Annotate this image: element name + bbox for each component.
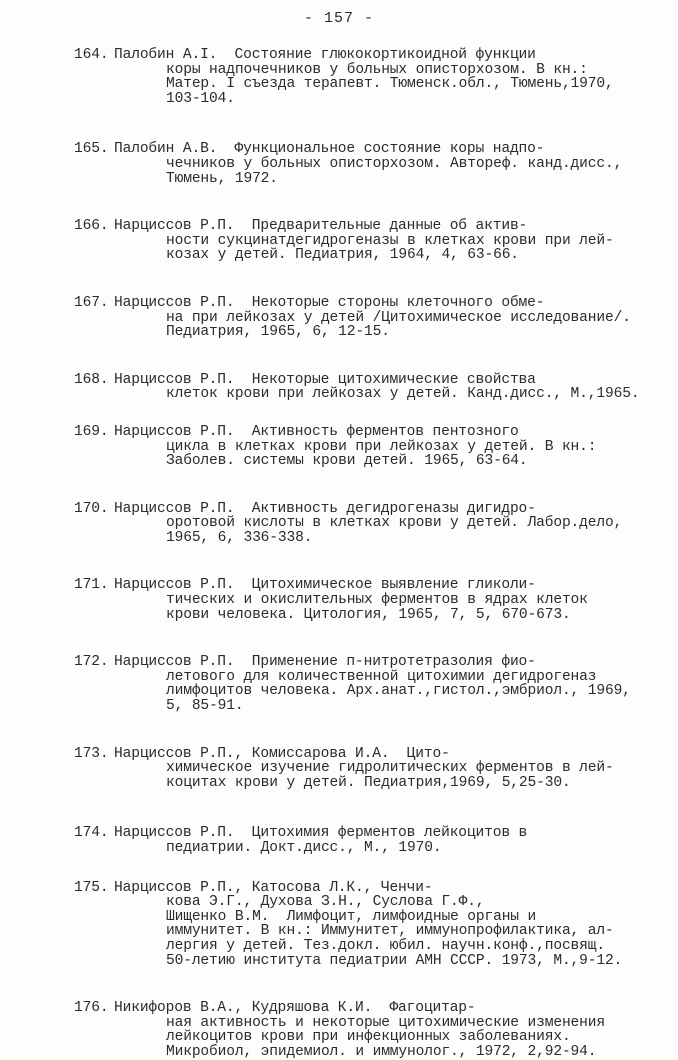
entry-text-line: 103-104. [166,90,235,107]
entry-text-line: тических и окислительных ферментов в ядрах клеток [166,592,588,609]
bibliography-entry [0,881,678,969]
entry-text-line: 5, 85-91. [166,698,244,715]
entry-text-line: оротовой кислоты в клетках крови у детей. Лабор.дело, [166,515,623,532]
entry-text-line: лергия у детей. Тез.докл. юбил. научн.конф.,посвящ. [166,937,605,954]
entry-text-line: коцитах крови у детей. Педиатрия,1969, 5,25-30. [166,774,571,791]
entry-text-line: педиатрии. Докт.дисс., М., 1970. [166,840,442,856]
entry-number: 164. [74,47,109,63]
entry-number: 175. [74,879,109,896]
bibliography-entry [0,296,678,340]
entry-author-line: Нарциссов Р.П. Некоторые стороны клеточного обме- [114,294,545,311]
entry-author-line: Нарциссов Р.П. Активность дегидрогеназы дигидро- [114,500,536,517]
entry-number: 174. [74,825,109,842]
bibliography-entry [0,373,678,402]
entry-author-line: Нарциссов Р.П. Предварительные данные об актив- [114,218,528,235]
entry-text-line: летового для количественной цитохимии дегидрогеназ [166,668,597,685]
entry-number: 167. [74,294,109,311]
entry-text-line: иммунитет. В кн.: Иммунитет, иммунопрофилактика, ал- [166,923,614,940]
bibliography-entry [0,502,678,546]
bibliography-entry [0,655,678,713]
entry-text-line: лейкоцитов крови при инфекционных заболеваниях. [166,1029,571,1046]
entry-number: 169. [74,423,109,440]
entry-number: 176. [74,1000,109,1017]
entry-text-line: чечников у больных описторхозом. Автореф. канд.дисс., [166,155,623,172]
entry-author-line: Нарциссов Р.П. Цитохимия ферментов лейкоцитов в [114,825,528,842]
bibliography-list [0,48,678,1060]
entry-author-line: Никифоров В.А., Кудряшова К.И. Фагоцитар- [114,1000,476,1017]
entry-text-line: на при лейкозах у детей /Цитохимическое исследование/. [166,309,631,326]
entry-number: 172. [74,654,109,671]
entry-text-line: цикла в клетках крови при лейкозах у детей. В кн.: [166,438,597,455]
entry-text-line: Микробиол, эпидемиол. и иммунолог., 1972, 2,92-94. [166,1043,597,1060]
entry-text-line: 50-летию института педиатрии АМН СССР. 1973, М.,9-12. [166,952,623,969]
entry-number: 170. [74,500,109,517]
entry-text-line: крови человека. Цитология, 1965, 7, 5, 670-673. [166,606,571,623]
entry-text-line: клеток крови при лейкозах у детей. Канд.дисс., М.,1965. [166,386,640,403]
entry-text-line: Матер. I съезда терапевт. Тюменск.обл., Тюмень,1970, [166,76,614,93]
entry-text-line: лимфоцитов человека. Арх.анат.,гистол.,эмбриол., 1969, [166,683,631,700]
entry-author-line: Нарциссов Р.П., Комиссарова И.А. Цито- [114,745,450,762]
entry-number: 165. [74,141,109,158]
entry-text-line: химическое изучение гидролитических ферментов в лей- [166,760,614,777]
entry-number: 166. [74,218,109,235]
bibliography-entry [0,578,678,622]
entry-text-line: 1965, 6, 336-338. [166,529,313,546]
bibliography-entry [0,747,678,791]
entry-author-line: Палобин А.В. Функциональное состояние коры надпо- [114,141,545,158]
bibliography-entry [0,1001,678,1059]
entry-author-line: Палобин А.І. Состояние глюкокортикоидной функции [114,47,536,63]
bibliography-entry [0,826,678,855]
entry-text-line: Шищенко В.М. Лимфоцит, лимфоидные органы и [166,908,537,925]
entry-text-line: коры надпочечников у больных описторхозом. В кн.: [166,61,588,78]
bibliography-entry [0,142,678,186]
bibliography-entry [0,219,678,263]
entry-text-line: кова Э.Г., Духова З.Н., Суслова Г.Ф., [166,894,485,911]
entry-number: 168. [74,371,109,388]
entry-author-line: Нарциссов Р.П. Активность ферментов пентозного [114,423,519,440]
entry-text-line: ности сукцинатдегидрогеназы в клетках крови при лей- [166,232,614,249]
entry-author-line: Нарциссов Р.П. Применение п-нитротетразолия фио- [114,654,536,671]
entry-author-line: Нарциссов Р.П. Цитохимическое выявление гликоли- [114,577,536,594]
entry-number: 173. [74,745,109,762]
entry-author-line: Нарциссов Р.П. Некоторые цитохимические свойства [114,371,536,388]
entry-text-line: Педиатрия, 1965, 6, 12-15. [166,324,390,341]
bibliography-entry [0,48,678,106]
entry-number: 171. [74,577,109,594]
entry-author-line: Нарциссов Р.П., Катосова Л.К., Ченчи- [114,879,433,896]
entry-text-line: Тюмень, 1972. [166,170,278,187]
bibliography-entry [0,425,678,469]
entry-text-line: козах у детей. Педиатрия, 1964, 4, 63-66. [166,247,519,264]
entry-text-line: ная активность и некоторые цитохимические изменения [166,1014,605,1031]
page-number: - 157 - [303,10,374,27]
entry-text-line: Заболев. системы крови детей. 1965, 63-64. [166,453,528,470]
